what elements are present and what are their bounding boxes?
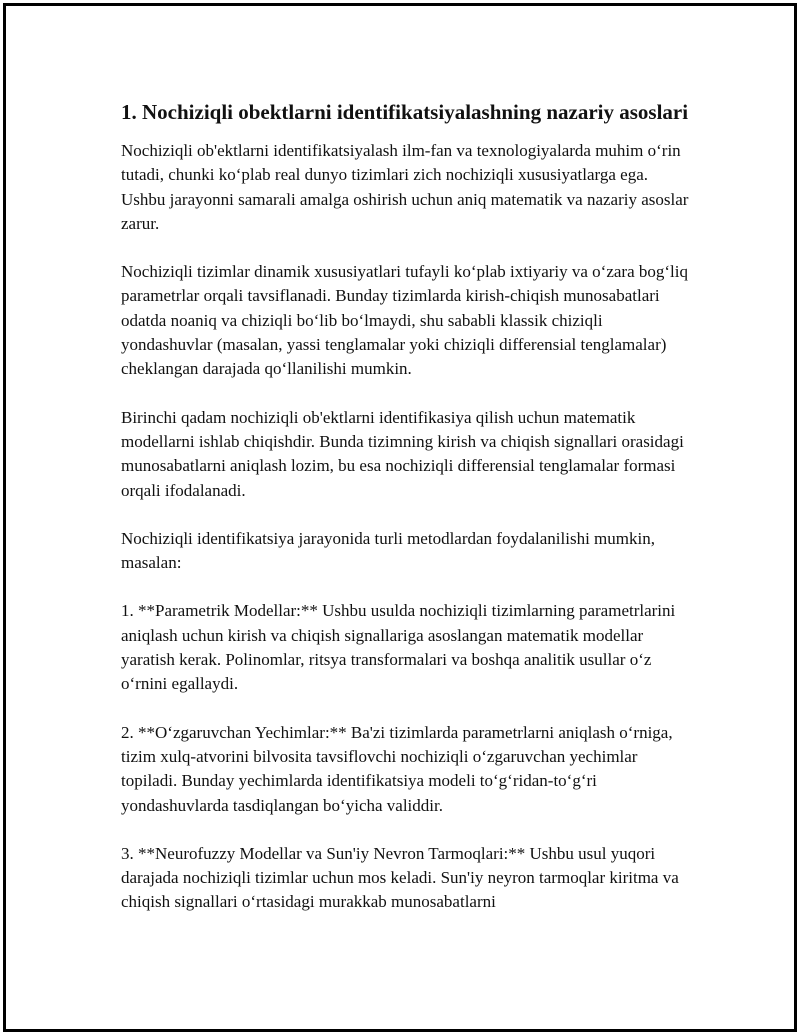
page-border-frame [3, 3, 797, 1032]
paragraph-intro: Nochiziqli ob'ektlarni identifikatsiyalash ilm-fan va texnologiyalarda muhim o‘rin tutadi, chunki ko‘plab real dunyo tizimlari zich nochiziqli xususiyatlarga ega. Ushbu jarayonni samarali amalga oshirish uchun aniq matematik va nazariy asoslar zarur. [121, 141, 689, 233]
paragraph-first-step: Birinchi qadam nochiziqli ob'ektlarni identifikasiya qilish uchun matematik modellarni ishlab chiqishdir. Bunda tizimning kirish va chiqish signallari orasidagi munosabatlarni aniqlash lozim, bu esa nochiziqli differensial tenglamalar formasi orqali ifodalanadi. [121, 407, 684, 500]
list-item-parametric-models: 1. **Parametrik Modellar:** Ushbu usulda nochiziqli tizimlarning parametrlarini aniqlash uchun kirish va chiqish signallariga asoslangan matematik modellar yaratish kerak. Polinomlar, ritsya transformalari va boshqa analitik usullar o‘z o‘rnini egallaydi. [121, 601, 676, 694]
document-title: 1. Nochiziqli obektlarni identifikatsiyalashning nazariy asoslari [121, 100, 689, 124]
paragraph-methods-intro: Nochiziqli identifikatsiya jarayonida turli metodlardan foydalanilishi mumkin, masalan: [121, 528, 655, 573]
paragraph-nonlinear-systems: Nochiziqli tizimlar dinamik xususiyatlari tufayli ko‘plab ixtiyariy va o‘zara bog‘liq parametrlar orqali tavsiflanadi. Bunday tizimlarda kirish-chiqish munosabatlari odatda noaniq va chiziqli bo‘lib bo‘lmaydi, shu sababli klassik chiziqli yondashuvlar (masalan, yassi tenglamalar yoki chiziqli differensial tenglamalar) cheklangan darajada qo‘llanilishi mumkin. [121, 262, 688, 379]
document-body [121, 98, 691, 939]
list-item-variable-solutions: 2. **O‘zgaruvchan Yechimlar:** Ba'zi tizimlarda parametrlarni aniqlash o‘rniga, tizim xulq-atvorini bilvosita tavsiflovchi nochiziqli o‘zgaruvchan yechimlar topiladi. Bunday yechimlarda identifikatsiya modeli to‘g‘ridan-to‘g‘ri yondashuvlarda tasdiqlangan bo‘yicha validdir. [121, 722, 673, 815]
list-item-neurofuzzy-models: 3. **Neurofuzzy Modellar va Sun'iy Nevron Tarmoqlari:** Ushbu usul yuqori darajada nochiziqli tizimlar uchun mos keladi. Sun'iy neyron tarmoqlar kiritma va chiqish signallari o‘rtasidagi murakkab munosabatlarni [121, 843, 679, 912]
